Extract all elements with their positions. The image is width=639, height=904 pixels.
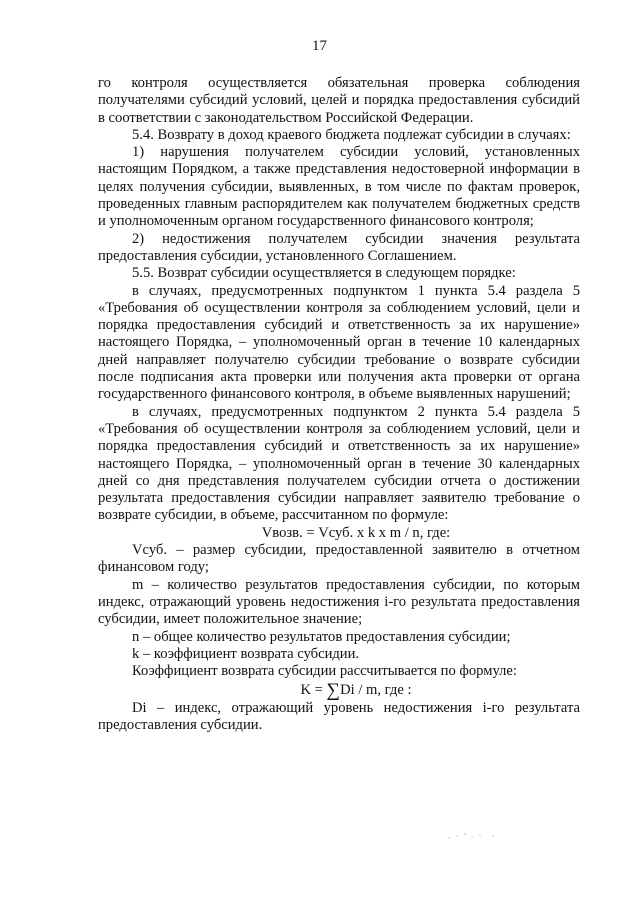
definition: k – коэффициент возврата субсидии.	[132, 645, 360, 662]
scan-artifact	[445, 830, 505, 842]
sum-symbol: ∑	[326, 680, 341, 702]
paragraph: 5.4. Возврату в доход краевого бюджета подлежат субсидии в случаях:	[132, 126, 571, 143]
final-paragraph: Di – индекс, отражающий уровень недостижения i-го результата предоставления субсидии.	[98, 699, 580, 733]
definition: n – общее количество результатов предоставления субсидии;	[132, 628, 511, 645]
document-body	[98, 75, 580, 734]
paragraph: 2) недостижения получателем субсидии значения результата предоставления субсидии, установленного Соглашением.	[98, 230, 580, 264]
page-number: 17	[312, 38, 327, 54]
paragraph: 1) нарушения получателем субсидии условий, установленных настоящим Порядком, а также представления недостоверной информации в целях получения субсидии, выявленных, в том числе по фактам проверок, проведенных главным распорядителем как получателем бюджетных средств и уполномоченным органом государственного финансового контроля;	[98, 144, 580, 230]
definition: Vсуб. – размер субсидии, предоставленной заявителю в отчетном финансовом году;	[98, 542, 580, 576]
formula-right: Di / m, где :	[340, 682, 412, 699]
formula-left: K =	[300, 682, 327, 699]
paragraph: в случаях, предусмотренных подпунктом 2 пункта 5.4 раздела 5 «Требования об осуществлении контроля за соблюдением условий, цели и порядка предоставления субсидий и ответственность за их нарушение» настоящего Порядка, – уполномоченный орган в течение 30 календарных дней со дня представления получателем субсидии отчета о достижении результата предоставления субсидии направляет заявителю требование о возврате субсидии, в объеме, рассчитанном по формуле:	[98, 403, 580, 524]
definition: m – количество результатов предоставления субсидии, по которым индекс, отражающий уровень недостижения i-го результата предоставления субсидии, имеет положительное значение;	[98, 576, 580, 628]
return-formula: Vвозв. = Vсуб. x k x m / n, где:	[261, 524, 451, 541]
definition: Коэффициент возврата субсидии рассчитывается по формуле:	[132, 663, 517, 680]
coefficient-formula	[98, 680, 580, 702]
paragraph: в случаях, предусмотренных подпунктом 1 пункта 5.4 раздела 5 «Требования об осуществлении контроля за соблюдением условий, цели и порядка предоставления субсидий и ответственность за их нарушение» настоящего Порядка, – уполномоченный орган в течение 10 календарных дней направляет получателю субсидии требование о возврате субсидии после подписания акта проверки или получения акта проверки от органа государственного финансового контроля, в объеме выявленных нарушений;	[98, 282, 580, 403]
paragraph: го контроля осуществляется обязательная проверка соблюдения получателями субсидий условий, целей и порядка предоставления субсидий в соответствии с законодательством Российской Федерации.	[98, 75, 580, 126]
paragraph: 5.5. Возврат субсидии осуществляется в следующем порядке:	[132, 265, 516, 282]
